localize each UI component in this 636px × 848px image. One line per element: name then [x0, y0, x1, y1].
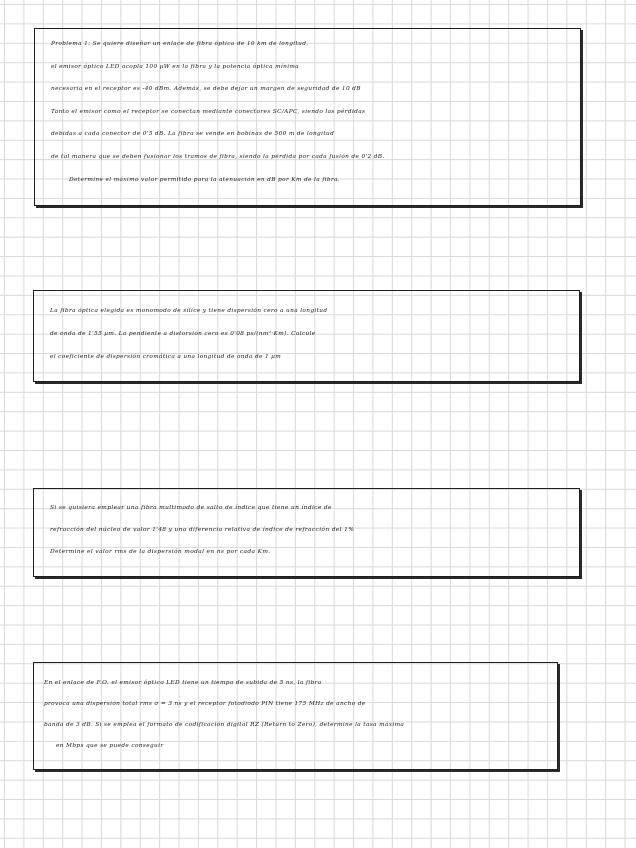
problem-4-line-2: provoca una dispersión total rms σ = 3 ns y el receptor fotodiodo PIN tiene 175 MHz de ancho de [44, 701, 366, 707]
problem-4-box [33, 662, 558, 770]
problem-1-line-4: Tanto el emisor como el receptor se conectan mediante conectores SC/APC, siendo las pérdidas [51, 108, 366, 115]
problem-1-line-2: el emisor óptico LED acopla 100 µW en la fibra y la potencia óptica mínima [51, 63, 300, 70]
problem-3-line-2: refracción del núcleo de valor 1'48 y una diferencia relativa de índice de refracción del 1% [50, 527, 355, 533]
problem-2-box [33, 290, 580, 382]
problem-3-line-3: Determine el valor rms de la dispersión modal en ns por cada Km. [50, 549, 271, 555]
problem-1-line-7: Determine el máximo valor permitido para la atenuación en dB por Km de la fibra. [69, 176, 341, 183]
problem-4-line-4: en Mbps que se puede conseguir [56, 743, 164, 749]
problem-2-line-2: de onda de 1'55 µm. La pendiente a distorsión cero es 0'08 ps/(nm²·Km). Calcule [50, 331, 316, 337]
problem-1-line-3: necesaria en el receptor es -40 dBm. Además, se debe dejar un margen de seguridad de 10 dB [51, 86, 361, 93]
problem-1-line-1: Problema 1: Se quiere diseñar un enlace de fibra óptica de 10 km de longitud, [51, 41, 309, 47]
problem-4-line-1: En el enlace de F.O. el emisor óptico LED tiene un tiempo de subida de 5 ns, la fibra [44, 680, 322, 686]
problem-3-line-1: Si se quisiera emplear una fibra multimodo de salto de índice que tiene un índice de [50, 505, 332, 511]
problem-4-line-3: banda de 3 dB. Si se emplea el formato de codificación digital RZ (Return to Zero), determine la tasa máxima [44, 722, 405, 728]
problem-1-line-6: de tal manera que se deben fusionar los tramos de fibra, siendo la pérdida por cada fusión de 0'2 dB. [51, 153, 385, 160]
problem-2-line-1: La fibra óptica elegida es monomodo de sílice y tiene dispersión cero a una longitud [50, 308, 328, 314]
problem-1-box [34, 28, 581, 206]
problem-2-line-3: el coeficiente de dispersión cromática a una longitud de onda de 1 µm [50, 354, 282, 360]
problem-1-line-5: debidas a cada conector de 0'5 dB. La fibra se vende en bobinas de 500 m de longitud [51, 131, 335, 138]
problem-3-box [33, 488, 580, 577]
